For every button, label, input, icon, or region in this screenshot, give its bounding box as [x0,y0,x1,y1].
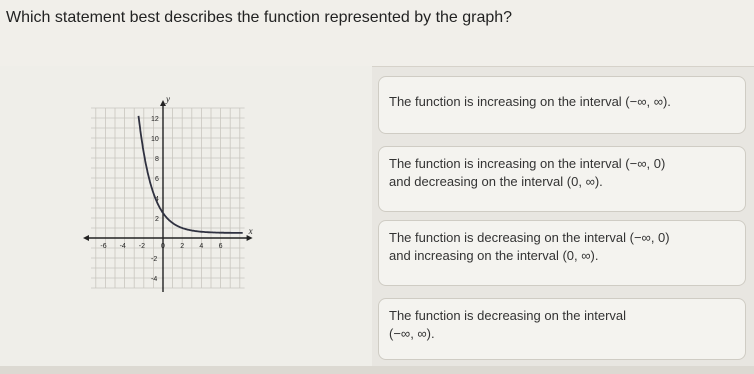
x-tick-label: -4 [119,243,126,250]
graph-panel [0,66,372,374]
x-tick-label: 6 [218,243,223,250]
x-tick-label: 0 [161,243,165,250]
y-tick-label: 12 [151,116,159,123]
function-graph [0,66,372,374]
answer-choice-d[interactable] [378,298,746,360]
choice-c-line2: and increasing on the interval (0, ∞). [389,248,599,263]
choice-b-line1: The function is increasing on the interval (−∞, 0) [389,156,666,171]
choice-d-line2: (−∞, ∞). [389,326,435,341]
y-tick-label: 8 [155,156,159,163]
y-tick-label: -4 [151,276,158,283]
question-text: Which statement best describes the function represented by the graph? [6,9,513,26]
y-tick-label: 4 [155,196,159,203]
choice-a-line1: The function is increasing on the interval (−∞, ∞). [389,94,671,109]
y-tick-label: 6 [155,176,159,183]
x-tick-label: -6 [100,243,107,250]
question-bar [0,0,754,67]
x-axis-label: x [248,226,253,236]
x-axis-arrow-left [83,235,89,241]
answer-choice-c[interactable] [378,220,746,286]
y-tick-label: -2 [151,256,158,263]
answer-choice-a[interactable] [378,76,746,134]
answer-choice-b[interactable] [378,146,746,212]
x-tick-label: 4 [199,243,204,250]
y-tick-label: 2 [155,216,159,223]
choice-d-line1: The function is decreasing on the interval [389,308,627,323]
choice-b-line2: and decreasing on the interval (0, ∞). [389,174,603,189]
x-tick-label: -2 [138,243,146,250]
bottom-strip [0,366,754,374]
x-tick-label: 2 [180,243,185,250]
choice-c-line1: The function is decreasing on the interval (−∞, 0) [389,230,670,245]
y-tick-label: 10 [151,136,159,143]
y-axis-label: y [166,94,170,104]
